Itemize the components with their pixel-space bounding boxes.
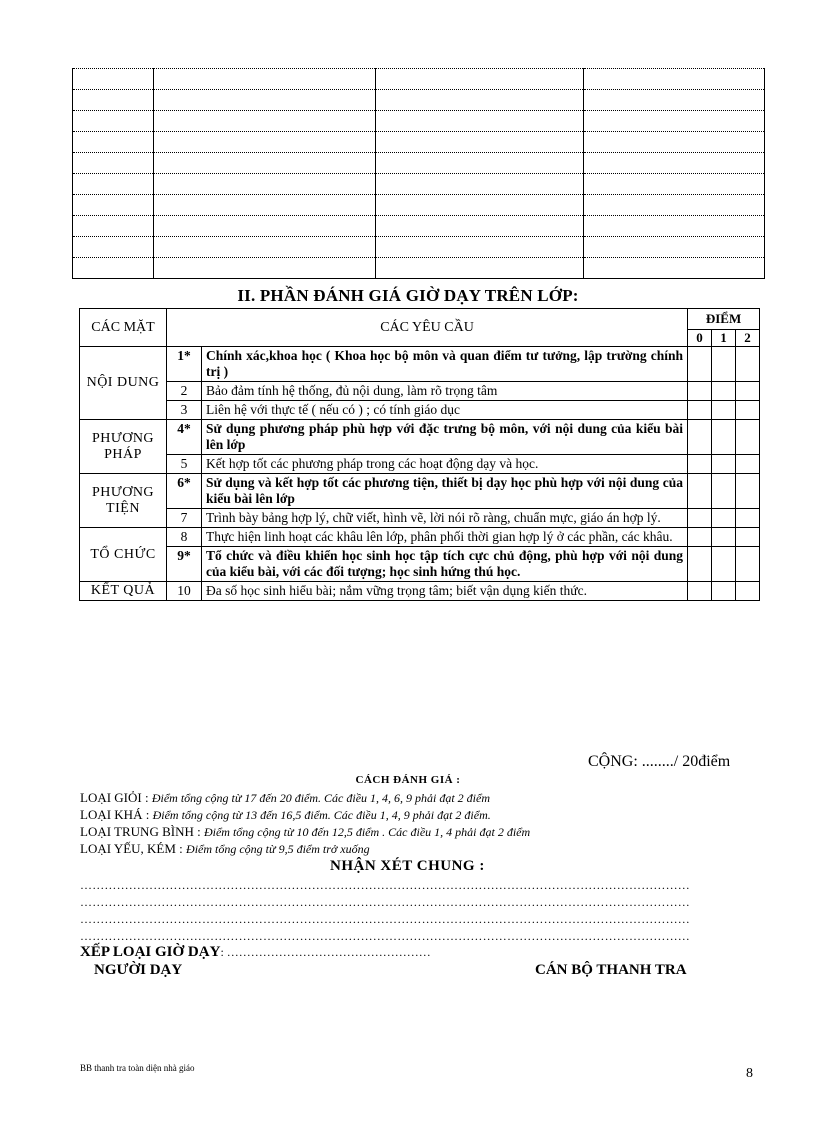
grade-label: LOẠI GIỎI : xyxy=(80,790,152,805)
blank-form-cell[interactable] xyxy=(73,90,154,111)
criterion-number: 3 xyxy=(167,401,202,420)
blank-form-cell[interactable] xyxy=(73,111,154,132)
criterion-text: Kết hợp tốt các phương pháp trong các hoạt động dạy và học. xyxy=(202,455,688,474)
criterion-number: 10 xyxy=(167,582,202,601)
blank-form-cell[interactable] xyxy=(73,216,154,237)
aspect-cell: PHƯƠNG TIỆN xyxy=(80,474,167,528)
criterion-number: 5 xyxy=(167,455,202,474)
blank-form-cell[interactable] xyxy=(73,174,154,195)
blank-form-cell[interactable] xyxy=(73,132,154,153)
footer-note: BB thanh tra toàn diện nhà giáo xyxy=(80,1063,195,1073)
score-cell[interactable] xyxy=(712,582,736,601)
score-cell[interactable] xyxy=(712,547,736,582)
blank-form-cell[interactable] xyxy=(376,174,584,195)
score-cell[interactable] xyxy=(688,582,712,601)
blank-form-cell[interactable] xyxy=(376,153,584,174)
blank-form-cell[interactable] xyxy=(73,237,154,258)
inspector-signature-label: CÁN BỘ THANH TRA xyxy=(535,962,687,978)
table-row xyxy=(80,420,760,455)
blank-form-cell[interactable] xyxy=(584,258,765,279)
table-row xyxy=(80,401,760,420)
comment-line[interactable]: …………………………………………………………………………………………………………………………………… xyxy=(80,912,690,926)
score-cell[interactable] xyxy=(712,420,736,455)
total-score: CỘNG: ......../ 20điểm xyxy=(588,753,731,770)
criterion-text: Chính xác,khoa học ( Khoa học bộ môn và quan điểm tư tưởng, lập trường chính trị ) xyxy=(202,347,688,382)
blank-form-cell[interactable] xyxy=(584,174,765,195)
blank-form-row xyxy=(73,90,765,111)
comment-line[interactable]: …………………………………………………………………………………………………………………………………… xyxy=(80,929,690,943)
table-row xyxy=(80,582,760,601)
score-cell[interactable] xyxy=(736,382,760,401)
blank-form-cell[interactable] xyxy=(376,195,584,216)
score-cell[interactable] xyxy=(712,474,736,509)
blank-form-cell[interactable] xyxy=(584,153,765,174)
criterion-text: Sử dụng phương pháp phù hợp với đặc trưng bộ môn, với nội dung của kiểu bài lên lớp xyxy=(202,420,688,455)
score-cell[interactable] xyxy=(688,509,712,528)
blank-form-cell[interactable] xyxy=(376,111,584,132)
grade-label: LOẠI KHÁ : xyxy=(80,807,153,822)
blank-form-cell[interactable] xyxy=(73,195,154,216)
blank-form-row xyxy=(73,69,765,90)
blank-form-cell[interactable] xyxy=(376,90,584,111)
blank-form-cell[interactable] xyxy=(376,216,584,237)
score-cell[interactable] xyxy=(688,382,712,401)
blank-form-cell[interactable] xyxy=(376,69,584,90)
blank-form-table xyxy=(72,68,765,279)
blank-form-cell[interactable] xyxy=(584,216,765,237)
evaluation-body xyxy=(80,347,760,601)
blank-form-cell[interactable] xyxy=(584,90,765,111)
blank-form-cell[interactable] xyxy=(154,174,376,195)
score-cell[interactable] xyxy=(688,401,712,420)
blank-form-row xyxy=(73,237,765,258)
page-number: 8 xyxy=(746,1066,753,1081)
criterion-text: Tổ chức và điều khiển học sinh học tập tích cực chủ động, phù hợp với nội dung của kiểu bài, với các đối tượng; học sinh hứng thú học. xyxy=(202,547,688,582)
criterion-text: Liên hệ với thực tế ( nếu có ) ; có tính giáo dục xyxy=(202,401,688,420)
grade-label: LOẠI TRUNG BÌNH : xyxy=(80,824,204,839)
header-score: ĐIỂM xyxy=(688,309,760,330)
header-aspect: CÁC MẶT xyxy=(80,309,167,347)
score-cell[interactable] xyxy=(712,347,736,382)
table-row xyxy=(80,509,760,528)
blank-form-body xyxy=(73,69,765,279)
grade-label: LOẠI YẾU, KÉM : xyxy=(80,841,187,856)
criterion-number: 6* xyxy=(167,474,202,509)
blank-form-row xyxy=(73,195,765,216)
blank-form-row xyxy=(73,258,765,279)
teaching-rank-label: XẾP LOẠI GIỜ DẠY xyxy=(80,944,221,960)
grade-rule: Điểm tổng cộng từ 13 đến 16,5 điểm. Các điều 1, 4, 9 phải đạt 2 điểm. xyxy=(152,808,491,822)
blank-form-row xyxy=(73,174,765,195)
blank-form-cell[interactable] xyxy=(376,237,584,258)
blank-form-cell[interactable] xyxy=(154,258,376,279)
blank-form-cell[interactable] xyxy=(584,195,765,216)
grading-method-title: CÁCH ĐÁNH GIÁ : xyxy=(355,774,461,786)
grade-good xyxy=(80,807,491,823)
aspect-cell: NỘI DUNG xyxy=(80,347,167,420)
score-cell[interactable] xyxy=(736,401,760,420)
grade-rule: Điểm tổng cộng từ 9,5 điểm trở xuống xyxy=(186,842,370,856)
blank-form-cell[interactable] xyxy=(376,132,584,153)
comment-line[interactable]: …………………………………………………………………………………………………………………………………… xyxy=(80,895,690,909)
blank-form-cell[interactable] xyxy=(584,132,765,153)
blank-form-row xyxy=(73,153,765,174)
score-cell[interactable] xyxy=(688,474,712,509)
aspect-cell: PHƯƠNG PHÁP xyxy=(80,420,167,474)
blank-form-cell[interactable] xyxy=(154,216,376,237)
aspect-cell: TỔ CHỨC xyxy=(80,528,167,582)
score-cell[interactable] xyxy=(712,455,736,474)
table-row xyxy=(80,474,760,509)
blank-form-cell[interactable] xyxy=(376,258,584,279)
blank-form-cell[interactable] xyxy=(584,69,765,90)
criterion-number: 1* xyxy=(167,347,202,382)
blank-form-cell[interactable] xyxy=(154,69,376,90)
table-row xyxy=(80,528,760,547)
score-cell[interactable] xyxy=(688,347,712,382)
score-cell[interactable] xyxy=(736,582,760,601)
criterion-text: Sử dụng và kết hợp tốt các phương tiện, thiết bị dạy học phù hợp với nội dung của kiểu bài lên lớp xyxy=(202,474,688,509)
score-cell[interactable] xyxy=(712,382,736,401)
score-level-0: 0 xyxy=(688,330,712,347)
score-cell[interactable] xyxy=(712,401,736,420)
table-row xyxy=(80,455,760,474)
criterion-text: Trình bày bảng hợp lý, chữ viết, hình vẽ, lời nói rõ ràng, chuẩn mực, giáo án hợp lý. xyxy=(202,509,688,528)
comment-line[interactable]: …………………………………………………………………………………………………………………………………… xyxy=(80,878,690,892)
score-cell[interactable] xyxy=(736,509,760,528)
blank-form-cell[interactable] xyxy=(73,258,154,279)
blank-form-cell[interactable] xyxy=(154,195,376,216)
score-cell[interactable] xyxy=(736,347,760,382)
teacher-signature-label: NGƯỜI DẠY xyxy=(94,962,183,978)
grade-rule: Điểm tổng cộng từ 17 đến 20 điểm. Các điều 1, 4, 6, 9 phải đạt 2 điểm xyxy=(151,791,491,805)
score-level-2: 2 xyxy=(736,330,760,347)
score-cell[interactable] xyxy=(712,509,736,528)
header-requirements: CÁC YÊU CẦU xyxy=(167,309,688,347)
score-cell[interactable] xyxy=(736,528,760,547)
score-cell[interactable] xyxy=(688,528,712,547)
table-row xyxy=(80,547,760,582)
grade-rule: Điểm tổng cộng từ 10 đến 12,5 điểm . Các điều 1, 4 phải đạt 2 điểm xyxy=(203,825,531,839)
score-cell[interactable] xyxy=(688,455,712,474)
criterion-text: Thực hiện linh hoạt các khâu lên lớp, phân phối thời gian hợp lý ở các phần, các khâu. xyxy=(202,528,688,547)
section-title: II. PHẦN ĐÁNH GIÁ GIỜ DẠY TRÊN LỚP: xyxy=(237,286,579,305)
blank-form-row xyxy=(73,216,765,237)
table-row xyxy=(80,347,760,382)
teaching-rank-field[interactable]: : …………………………………………… xyxy=(220,945,431,959)
score-cell[interactable] xyxy=(736,547,760,582)
blank-form-cell[interactable] xyxy=(584,237,765,258)
blank-form-cell[interactable] xyxy=(73,153,154,174)
score-cell[interactable] xyxy=(688,420,712,455)
score-cell[interactable] xyxy=(736,455,760,474)
blank-form-row xyxy=(73,132,765,153)
grade-excellent xyxy=(80,790,490,806)
aspect-cell: KẾT QUẢ xyxy=(80,582,167,601)
grade-weak xyxy=(80,841,370,857)
blank-form-cell[interactable] xyxy=(73,69,154,90)
criterion-number: 4* xyxy=(167,420,202,455)
score-cell[interactable] xyxy=(712,528,736,547)
evaluation-table xyxy=(79,308,760,601)
table-row xyxy=(80,382,760,401)
criterion-number: 2 xyxy=(167,382,202,401)
blank-form-cell[interactable] xyxy=(154,132,376,153)
blank-form-cell[interactable] xyxy=(154,90,376,111)
blank-form-cell[interactable] xyxy=(154,153,376,174)
criterion-number: 9* xyxy=(167,547,202,582)
blank-form-cell[interactable] xyxy=(154,111,376,132)
score-cell[interactable] xyxy=(688,547,712,582)
blank-form-cell[interactable] xyxy=(584,111,765,132)
general-comment-title: NHẬN XÉT CHUNG : xyxy=(330,858,485,874)
grade-average xyxy=(80,824,530,840)
blank-form-row xyxy=(73,111,765,132)
criterion-number: 7 xyxy=(167,509,202,528)
score-cell[interactable] xyxy=(736,474,760,509)
blank-form-cell[interactable] xyxy=(154,237,376,258)
score-level-1: 1 xyxy=(712,330,736,347)
criterion-number: 8 xyxy=(167,528,202,547)
criterion-text: Đa số học sinh hiểu bài; nắm vững trọng tâm; biết vận dụng kiến thức. xyxy=(202,582,688,601)
teaching-rank-line xyxy=(80,944,431,961)
score-cell[interactable] xyxy=(736,420,760,455)
criterion-text: Bảo đảm tính hệ thống, đủ nội dung, làm rõ trọng tâm xyxy=(202,382,688,401)
